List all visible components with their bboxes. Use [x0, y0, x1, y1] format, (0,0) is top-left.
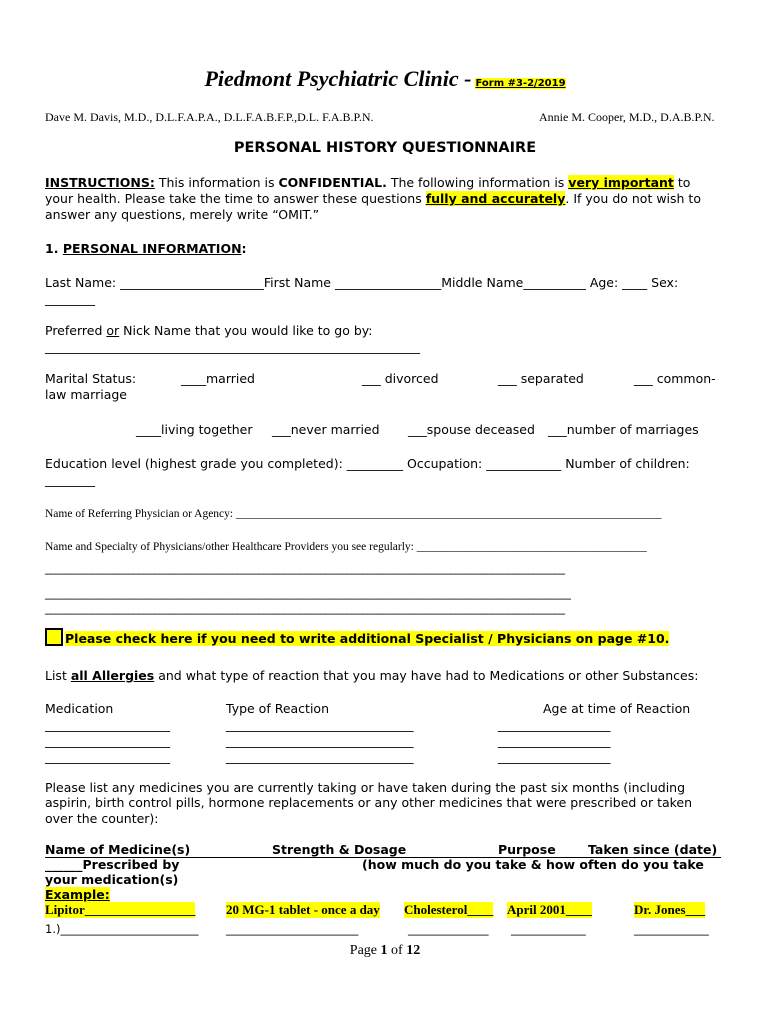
doctor-right: Annie M. Cooper, M.D., D.A.B.P.N. — [539, 110, 715, 124]
allergy-age-field[interactable]: __________________ — [498, 749, 611, 764]
clinic-name: Piedmont Psychiatric Clinic - — [204, 66, 472, 91]
meds-header-prescribed: ______Prescribed by — [45, 857, 180, 872]
check-additional-row — [45, 628, 669, 646]
allergy-medication-field[interactable]: ____________________ — [45, 717, 170, 732]
allergy-medication-field[interactable]: ____________________ — [45, 733, 170, 748]
page-total: 12 — [406, 943, 421, 958]
med-row-1 — [0, 922, 770, 940]
option-living-together[interactable]: ____living together — [136, 422, 253, 437]
blank-line[interactable]: ____________________________________________________________________________________________________ — [45, 587, 571, 600]
section-heading — [45, 241, 247, 256]
name-fields[interactable]: Last Name: _______________________First Name _________________Middle Name__________ Age: ____ Sex: — [45, 275, 679, 290]
section-num: 1. — [45, 241, 63, 256]
example-purpose: Cholesterol____ — [404, 902, 494, 917]
specialty-field[interactable]: Name and Specialty of Physicians/other Healthcare Providers you see regularly: ________________________________________ — [45, 541, 647, 553]
fully-accurately: fully and accurately — [425, 191, 566, 206]
section-colon: : — [241, 241, 247, 256]
example-name: Lipitor_________________ — [45, 902, 196, 917]
very-important: very important — [568, 175, 674, 190]
instructions-line2 — [45, 191, 701, 206]
option-spouse-deceased[interactable]: ___spouse deceased — [408, 422, 535, 437]
text: Page — [349, 943, 381, 958]
meds-intro-line3: over the counter): — [45, 811, 159, 826]
marital-label: Marital Status: — [45, 371, 137, 386]
allergy-reaction-field[interactable]: ______________________________ — [226, 733, 414, 748]
page-number — [0, 943, 770, 959]
example-row — [0, 902, 770, 920]
confidential: CONFIDENTIAL. — [278, 175, 387, 190]
text: Nick Name that you would like to go by: — [119, 323, 373, 338]
instructions-line3: answer any questions, merely write “OMIT.” — [45, 207, 320, 222]
sex-field[interactable]: ________ — [45, 291, 95, 306]
allergy-header-reaction: Type of Reaction — [226, 701, 329, 716]
text: The following information is — [386, 175, 569, 190]
page-current: 1 — [380, 943, 388, 958]
meds-intro-line2: aspirin, birth control pills, hormone replacements or any other medicines that were prescribed or taken — [45, 795, 693, 810]
text-or: or — [106, 323, 120, 338]
preferred-name-field[interactable]: ____________________________________________________________ — [45, 339, 420, 354]
meds-header-purpose: Purpose — [498, 842, 556, 857]
preferred-name-label — [45, 323, 372, 338]
all-allergies: all Allergies — [70, 668, 155, 683]
option-separated[interactable]: ___ separated — [498, 371, 584, 386]
allergy-reaction-field[interactable]: ______________________________ — [226, 749, 414, 764]
additional-physicians-checkbox[interactable] — [45, 628, 63, 646]
meds-intro-line1: Please list any medicines you are currently taking or have taken during the past six months (including — [45, 780, 686, 795]
referring-physician-field[interactable]: Name of Referring Physician or Agency: __________________________________________________________________________ — [45, 508, 662, 520]
option-common-law-cont: law marriage — [45, 387, 127, 402]
med-doctor-field[interactable]: _____________ — [634, 922, 709, 936]
med-dose-field[interactable]: _______________________ — [226, 922, 359, 936]
page-title: PERSONAL HISTORY QUESTIONNAIRE — [233, 140, 537, 156]
text: your health. Please take the time to answer these questions — [45, 191, 426, 206]
med-purpose-field[interactable]: ______________ — [408, 922, 489, 936]
meds-header-strength: Strength & Dosage — [272, 842, 407, 857]
meds-header-yourmed: your medication(s) — [45, 872, 179, 887]
example-doctor: Dr. Jones___ — [634, 902, 706, 917]
option-divorced[interactable]: ___ divorced — [362, 371, 439, 386]
meds-header-name: Name of Medicine(s) — [45, 842, 191, 857]
doctor-left: Dave M. Davis, M.D., D.L.F.A.P.A., D.L.F.A.B.F.P.,D.L. F.A.B.P.N. — [45, 110, 374, 124]
med-name-field[interactable]: 1.)________________________ — [45, 922, 199, 936]
children-field[interactable]: ________ — [45, 472, 95, 487]
text: . If you do not wish to — [565, 191, 701, 206]
text: to — [673, 175, 691, 190]
text: Preferred — [45, 323, 107, 338]
med-date-field[interactable]: _____________ — [511, 922, 586, 936]
meds-header-howmuch: (how much do you take & how often do you take — [362, 857, 704, 872]
check-note: Please check here if you need to write additional Specialist / Physicians on page #10. — [65, 631, 670, 646]
allergy-medication-field[interactable]: ____________________ — [45, 749, 170, 764]
section-label: PERSONAL INFORMATION — [62, 241, 242, 256]
allergy-reaction-field[interactable]: ______________________________ — [226, 717, 414, 732]
form-number: Form #3-2/2019 — [475, 78, 566, 89]
text: of — [387, 943, 407, 958]
allergies-label — [45, 668, 698, 683]
allergy-age-field[interactable]: __________________ — [498, 733, 611, 748]
instructions-label: INSTRUCTIONS: — [45, 175, 155, 190]
text: List — [45, 668, 71, 683]
meds-header-since: Taken since (date) — [588, 842, 718, 857]
option-common-law[interactable]: ___ common- — [634, 371, 716, 386]
allergy-header-age: Age at time of Reaction — [543, 701, 691, 716]
allergy-age-field[interactable]: __________________ — [498, 717, 611, 732]
option-number-marriages[interactable]: ___number of marriages — [548, 422, 699, 437]
option-married[interactable]: ____married — [181, 371, 255, 386]
allergy-header-medication: Medication — [45, 701, 114, 716]
option-never-married[interactable]: ___never married — [272, 422, 380, 437]
education-fields[interactable]: Education level (highest grade you completed): _________ Occupation: ____________ Number of children: — [45, 456, 690, 471]
example-dose: 20 MG-1 tablet - once a day — [226, 902, 380, 917]
text: This information is — [154, 175, 279, 190]
text: and what type of reaction that you may have had to Medications or other Substances: — [154, 668, 699, 683]
example-label: Example: — [45, 887, 110, 902]
blank-line[interactable]: ____________________________________________________________________________________________________ — [45, 562, 565, 575]
blank-line[interactable]: ____________________________________________________________________________________________________ — [45, 602, 565, 615]
example-date: April 2001____ — [507, 902, 592, 917]
header — [0, 66, 770, 92]
instructions-line1 — [45, 175, 690, 190]
